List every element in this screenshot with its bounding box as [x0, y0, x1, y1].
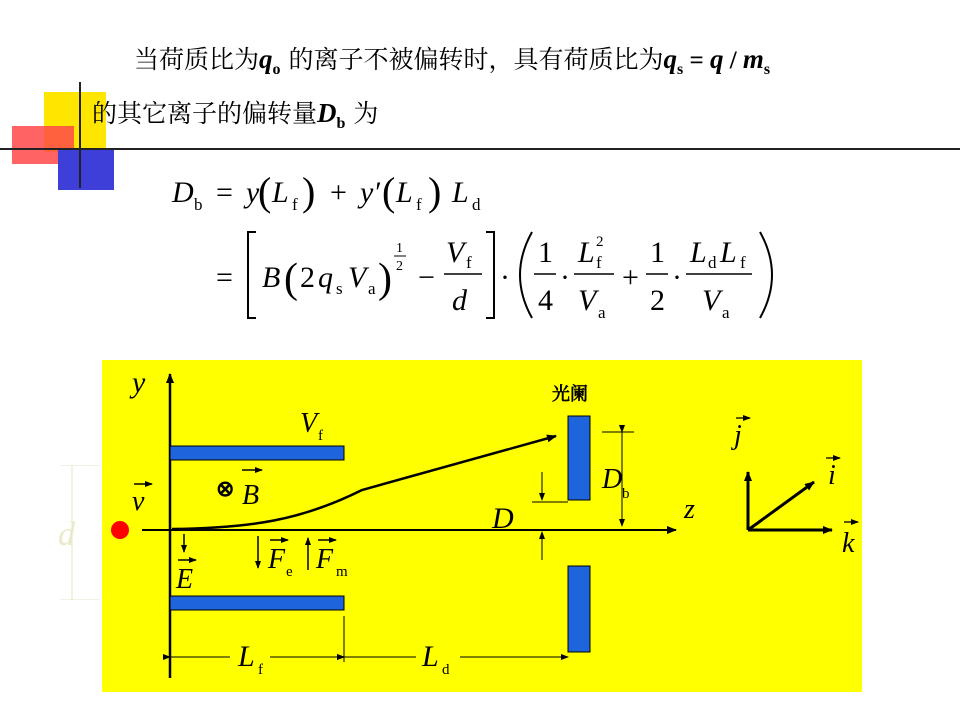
aperture-label: 光阑 — [552, 384, 588, 404]
D-label: D — [492, 502, 514, 535]
f-r1-D: D — [172, 176, 194, 209]
f-r2-Lf2-sub: f — [740, 253, 746, 272]
f-r2-V: V — [348, 261, 367, 294]
f-r1-Ld: L — [452, 176, 469, 209]
z-axis-label: z — [684, 494, 695, 525]
Fe-label: F — [268, 544, 286, 575]
i-label: i — [828, 460, 836, 491]
f-r2-plus: + — [622, 261, 639, 294]
equals-op: = — [683, 47, 710, 74]
f-r1-L1: L — [272, 176, 289, 209]
f-r2-dot3: · — [672, 261, 682, 294]
f-r2-Va1-sub: a — [598, 303, 606, 322]
Ld-sub: d — [442, 662, 450, 678]
f-r2-Ld: L — [690, 236, 707, 269]
f-r2-rbracket — [486, 232, 494, 318]
f-r2-1b: 1 — [650, 236, 665, 269]
Lf-sub: f — [258, 662, 263, 678]
f-r2-Va1: V — [578, 284, 597, 317]
f-r2-Va2-sub: a — [722, 303, 730, 322]
f-r1-plus: + — [330, 176, 347, 209]
B-label: B — [242, 480, 260, 511]
E-label: E — [176, 564, 194, 595]
y-axis-label: y — [132, 366, 146, 399]
Db-symbol: D — [317, 98, 337, 128]
q0-symbol: q — [259, 44, 273, 74]
f-r2-2b: 2 — [650, 284, 665, 317]
m-sub: s — [763, 61, 771, 78]
f-r1-f1: f — [292, 195, 298, 214]
f-r2-rp: ) — [378, 256, 392, 302]
f-r1-lp1: ( — [258, 169, 272, 214]
f-r2-Ld-sub: d — [708, 253, 717, 272]
f-r1-eq: = — [216, 176, 233, 209]
f-r2-eq: = — [216, 261, 233, 294]
q-symbol: q — [709, 44, 724, 74]
f-r2-lbracket — [248, 232, 256, 318]
f-r2-minus: − — [418, 261, 435, 294]
qs-symbol: q — [663, 44, 677, 74]
Db-sub: b — [336, 115, 346, 132]
f-r2-Vf: V — [446, 236, 465, 269]
f-r2-rparen-big — [760, 232, 772, 318]
f-r2-exp-num: 1 — [396, 241, 403, 256]
f-r1-rp1: ) — [302, 169, 316, 214]
j-label: j — [734, 420, 742, 451]
qs-sub: s — [676, 61, 684, 78]
f-r1-yprime: y′ — [360, 176, 380, 209]
intro-text-c: 的其它离子的偏转量 — [92, 99, 318, 128]
f-r2-Lf-sub: f — [596, 253, 602, 272]
k-label: k — [842, 528, 855, 559]
f-r2-Vf-sub: f — [466, 253, 472, 272]
Ld-label: L — [422, 640, 439, 673]
lower-deflection-plate — [170, 596, 344, 610]
v-label: v — [132, 486, 145, 517]
ion-particle — [111, 521, 129, 539]
f-r2-Va2: V — [702, 284, 721, 317]
Fm-sub: m — [336, 564, 348, 580]
f-r2-4: 4 — [538, 284, 553, 317]
Db-label: D — [602, 464, 623, 495]
slash-op: / — [723, 47, 743, 74]
f-r1-lp2: ( — [382, 169, 396, 214]
Vf-label: V — [300, 408, 318, 439]
f-r2-a: a — [368, 279, 376, 298]
f-r2-exp-den: 2 — [396, 259, 403, 274]
intro-text-d: 为 — [345, 99, 379, 128]
f-r1-b: b — [194, 195, 203, 214]
Db-sub: b — [622, 486, 630, 502]
intro-text-b: 的离子不被偏转时，具有荷质比为 — [280, 45, 664, 74]
spectrometer-diagram — [102, 360, 862, 692]
f-r2-Lf2: L — [720, 236, 737, 269]
f-r2-dot1: · — [500, 261, 510, 294]
d-dimension-svg — [50, 465, 100, 600]
f-r2-1a: 1 — [538, 236, 553, 269]
f-r2-q: q — [318, 261, 333, 294]
Fm-label: F — [316, 544, 334, 575]
d-dimension — [50, 465, 100, 600]
m-symbol: m — [742, 44, 764, 74]
q0-sub: o — [272, 61, 281, 78]
f-r2-Lf-sq: 2 — [596, 234, 604, 250]
Lf-label: L — [238, 640, 255, 673]
f-r2-s: s — [336, 279, 343, 298]
B-field-into-page-icon: ⊗ — [216, 476, 235, 501]
f-r1-L2: L — [396, 176, 413, 209]
aperture-upper-plate — [568, 416, 590, 500]
Fe-sub: e — [286, 564, 293, 580]
f-r1-rp2: ) — [428, 169, 442, 214]
f-r2-dot2: · — [560, 261, 570, 294]
aperture-lower-plate — [568, 566, 590, 652]
f-r2-B: B — [262, 261, 281, 294]
f-r2-2: 2 — [300, 261, 315, 294]
f-r2-d: d — [452, 284, 467, 317]
d-label: d — [58, 516, 75, 553]
f-r1-y: y — [246, 176, 260, 209]
f-r2-lp: ( — [284, 256, 298, 302]
intro-text-a: 当荷质比为 — [134, 45, 260, 74]
upper-deflection-plate — [170, 446, 344, 460]
Vf-sub: f — [318, 428, 323, 444]
deflection-formula — [0, 0, 960, 340]
f-r1-f2: f — [416, 195, 422, 214]
f-r2-Lf: L — [578, 236, 595, 269]
f-r1-d: d — [472, 195, 481, 214]
f-r2-lparen-big — [520, 232, 532, 318]
